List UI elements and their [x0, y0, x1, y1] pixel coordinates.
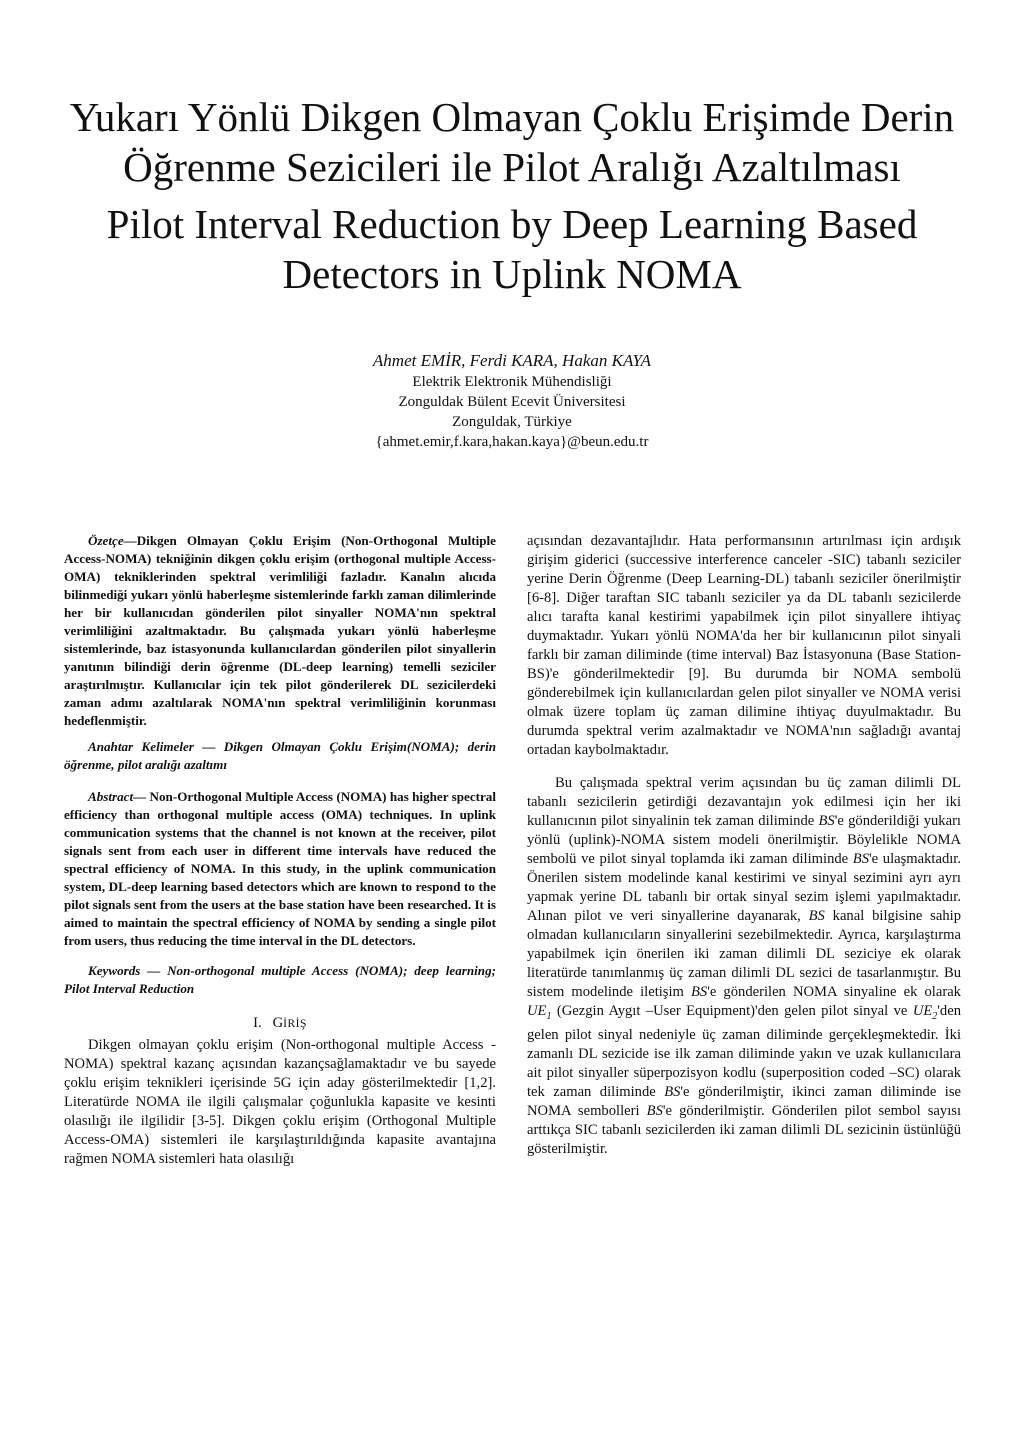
symbol-bs: BS	[691, 984, 708, 1000]
text-run: 'den gelen pilot sinyal nedeniyle üç zaman diliminde gerçekleşmektedir. İki zamanlı DL sezicide ise ilk zaman diliminde yakın ve uzak kullanıcılara ait pilot sinyaller süperpozisyon kodlu (superposition coded –SC) olarak tek zaman diliminde	[527, 1003, 961, 1100]
abstract-en-label: Abstract—	[88, 789, 150, 804]
title-english	[40, 199, 984, 299]
section-number: I.	[253, 1015, 262, 1031]
right-column	[527, 532, 961, 1159]
author-names: Ahmet EMİR, Ferdi KARA, Hakan KAYA	[372, 351, 652, 370]
symbol-ue-base: UE	[912, 1003, 933, 1019]
text-run: 'e ulaşmaktadır. Önerilen sistem modelinde kanal kestirimi ve sinyal sezimini ayrı ayrı yapmak yerine DL tabanlı bir ortak sinyal sezim işlemi yapılmaktadır. Alınan pilot ve veri sinyallerine dayanarak,	[527, 851, 961, 924]
section-title-initial: G	[272, 1015, 284, 1031]
symbol-bs: BS	[808, 908, 825, 924]
title-en-line2: Detectors in Uplink NOMA	[282, 251, 742, 297]
title-tr-line1: Yukarı Yönlü Dikgen Olmayan Çoklu Erişimde Derin	[69, 94, 955, 140]
keywords-en-text: Non-orthogonal multiple Access (NOMA); deep learning; Pilot Interval Reduction	[64, 963, 496, 996]
section-title-rest: İRİŞ	[283, 1018, 307, 1030]
symbol-ue-subscript: 1	[546, 1010, 552, 1022]
text-run: Bu çalışmada spektral verim açısından bu üç zaman dilimli DL tabanlı sezicilerin getirdiği dezavantajın yok edilmesi için her iki kullanıcının pilot sinyalinin tek zaman diliminde	[527, 775, 961, 829]
symbol-ue-base: UE	[527, 1003, 547, 1019]
section-heading	[64, 1014, 496, 1034]
author-email: {ahmet.emir,f.kara,hakan.kaya}@beun.edu.tr	[375, 434, 649, 450]
symbol-bs: BS	[646, 1102, 663, 1119]
author-location: Zonguldak, Türkiye	[452, 414, 572, 430]
keywords-tr-label: Anahtar Kelimeler —	[88, 739, 224, 754]
symbol-ue2	[912, 1003, 938, 1022]
text-run: 'e gönderilmiştir, ikinci zaman diliminde ise NOMA sembolleri	[527, 1083, 961, 1119]
symbol-bs: BS	[664, 1083, 681, 1100]
intro-continuation-paragraph: açısından dezavantajlıdır. Hata performansının artırılması için ardışık girişim giderici (successive interference canceler -SIC) tabanlı seziciler yerine Derin Öğrenme (Deep Learning-DL) tabanlı seziciler önerilmiştir [6-8]. Diğer taraftan SIC tabanlı seziciler ya da DL tabanlı sezicilerde alıcı tarafta kanal kestirimi yapabilmek için pilot sinyallere ihtiyaç duymaktadır. Yukarı yönlü NOMA'da her bir kullanıcının pilot sinyali farklı bir zaman diliminde (time interval) Baz İstasyonuna (Base Station-BS)'e gönderilmektedir [9]. Bu durumda bir NOMA sembolü gönderebilmek için kullanıcılardan gelen pilot sinyaller ve NOMA verisi olmak üzere toplam üç zaman dilimine ihtiyaç duyulmaktadır. Bu durumda spektral verim azalmaktadır ve NOMA'nın sağladığı avantaj ortadan kaybolmaktadır.	[527, 533, 961, 758]
symbol-bs: BS	[852, 851, 870, 867]
keywords-en-label: Keywords —	[88, 963, 168, 978]
keywords-tr-text: Dikgen Olmayan Çoklu Erişim(NOMA); derin öğrenme, pilot aralığı azaltımı	[64, 739, 496, 772]
abstract-tr-text: Dikgen Olmayan Çoklu Erişim (Non-Orthogonal Multiple Access-NOMA) tekniğinin dikgen çoklu erişim (orthogonal multiple Access-OMA) tekniklerinden spektral verimliliği fazladır. Kanalın alıcıda bilinmediği yukarı yönlü haberleşme sistemlerinde farklı zaman dilimlerinde her bir kullanıcıdan gönderilen pilot sinyaller NOMA'nın spektral verimliliğini azaltmaktadır. Bu çalışmada yukarı yönlü haberleşme sistemlerinde, baz istasyonunda kullanıcılardan gönderilen pilot sinyallerin yanıtının bilindiği derin öğrenme (DL-deep learning) temelli seziciler araştırılmıştır. Kullanıcılar için tek pilot gönderilerek DL sezicilerdeki zaman adımı azaltılarak NOMA'nın spektral verimliliğinin korunması hedeflenmiştir.	[64, 533, 496, 728]
keywords-english	[64, 962, 496, 998]
intro-paragraph: Dikgen olmayan çoklu erişim (Non-orthogonal multiple Access -NOMA) spektral kazanç açısından kazançsağlamaktadır ve bu sayede çoklu erişim teknikleri içerisinde 5G için aday gösterilmektedir [1,2]. Literatürde NOMA ile ilgili çalışmalar çoğunlukla kapasite ve kesinti olasılığı ile ilgilidir [3-5]. Dikgen çoklu erişim (Orthogonal Multiple Access-OMA) sistemleri ile karşılaştırıldığında kapasite avantajına rağmen NOMA sistemleri hata olasılığı	[64, 1037, 496, 1167]
abstract-tr-label: Özetçe—	[88, 533, 137, 548]
text-run: (Gezgin Aygıt –User Equipment)'den gelen pilot sinyal ve	[551, 1003, 913, 1019]
abstract-turkish	[64, 532, 496, 730]
symbol-ue1	[527, 1003, 552, 1022]
proposed-system-paragraph	[527, 774, 961, 1159]
text-run: 'e gönderilen NOMA sinyaline ek olarak	[707, 984, 961, 1000]
author-university: Zonguldak Bülent Ecevit Üniversitesi	[398, 394, 626, 410]
left-column	[64, 532, 496, 1169]
symbol-ue-subscript: 2	[932, 1010, 938, 1022]
text-run: kanal bilgisine sahip olmadan kullanıcıların sinyallerini sezebilmektedir. Ayrıca, karşılaştırma yapabilmek için önerilen iki zaman dilimli DL seziciye ek olarak literatürde tanımlanmış üç zaman dilimli DL sezici de tasarlanmıştır. Bu sistem modelinde iletişim	[527, 908, 961, 1000]
author-department: Elektrik Elektronik Mühendisliği	[412, 374, 612, 390]
title-tr-line2: Öğrenme Sezicileri ile Pilot Aralığı Azaltılması	[123, 144, 901, 190]
keywords-turkish	[64, 738, 496, 774]
title-en-line1: Pilot Interval Reduction by Deep Learning Based	[106, 201, 918, 247]
text-run: 'e gönderilmiştir. Gönderilen pilot sembol sayısı arttıkça SIC tabanlı sezicilerden iki zaman dilimli DL sezicinin üstünlüğü gösterilmiştir.	[527, 1102, 961, 1157]
abstract-english	[64, 788, 496, 950]
text-run: 'e gönderildiği yukarı yönlü (uplink)-NOMA sistem modeli önerilmiştir. Böylelikle NOMA sembolü ve pilot sinyal toplamda iki zaman diliminde	[527, 813, 961, 867]
abstract-en-text: Non-Orthogonal Multiple Access (NOMA) has higher spectral efficiency than orthogonal multiple access (OMA) techniques. In uplink communication systems that the channel is not known at the receiver, pilot signals sent from each user in different time intervals have reduced the spectral efficiency of NOMA. In this study, in the uplink communication system, DL-deep learning based detectors which are known to respond to the pilot signals sent from the users at the base station have been researched. It is aimed to maintain the spectral efficiency of NOMA by sending a single pilot from users, thus reducing the time interval in the DL detectors.	[64, 789, 496, 948]
author-block	[212, 350, 812, 452]
title-turkish	[40, 92, 984, 192]
symbol-bs: BS	[818, 813, 835, 829]
